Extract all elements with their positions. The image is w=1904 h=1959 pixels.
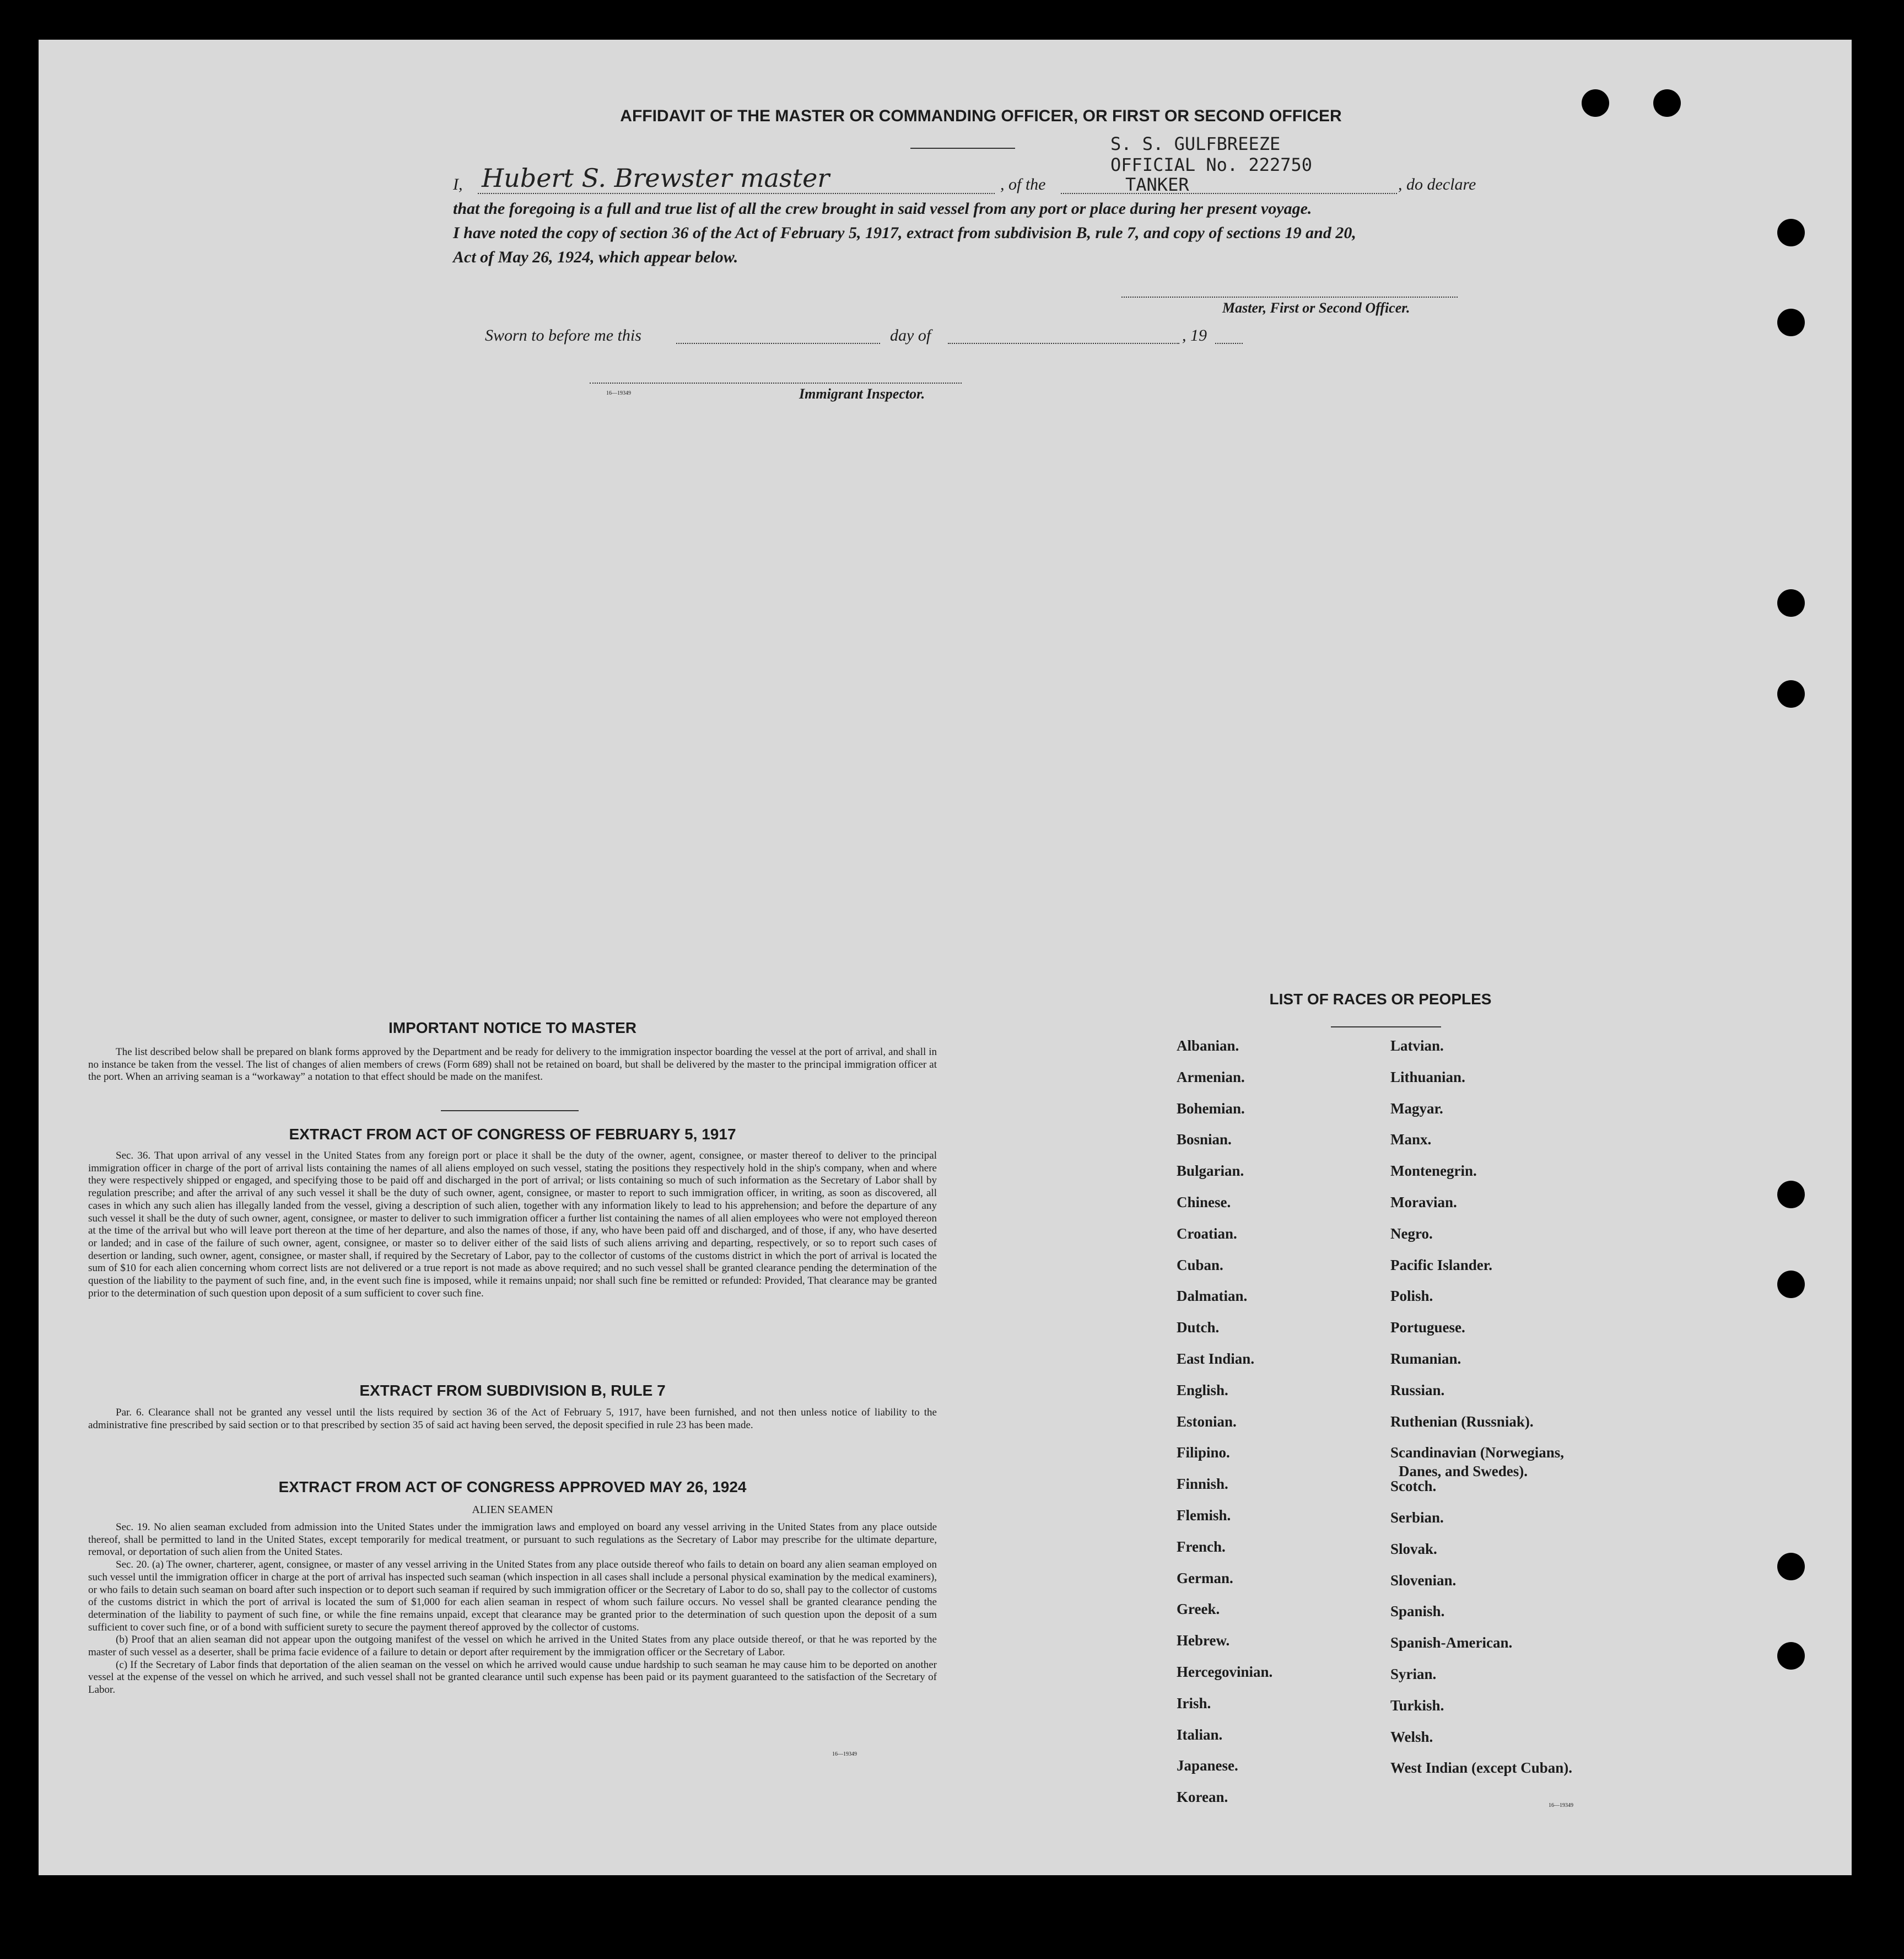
race-item: Portuguese. — [1390, 1319, 1465, 1336]
race-item: Scandinavian (Norwegians, — [1390, 1444, 1565, 1461]
punch-hole — [1653, 89, 1681, 117]
race-item: German. — [1177, 1569, 1233, 1586]
master-signature: Hubert S. Brewster master — [482, 163, 830, 193]
affidavit-line: Act of May 26, 1924, which appear below. — [453, 248, 738, 266]
punch-hole — [1777, 680, 1805, 708]
race-item: Hercegovinian. — [1177, 1664, 1273, 1680]
race-item: Hebrew. — [1177, 1632, 1230, 1649]
race-item: Montenegrin. — [1390, 1163, 1477, 1180]
sworn-prefix: Sworn to before me this — [485, 326, 641, 345]
race-item: Cuban. — [1177, 1256, 1223, 1273]
race-item: Spanish. — [1390, 1603, 1445, 1620]
race-item: Bohemian. — [1177, 1100, 1245, 1117]
vessel-blank — [1061, 193, 1397, 194]
punch-hole — [1777, 219, 1805, 246]
race-item: Croatian. — [1177, 1225, 1237, 1242]
punch-hole — [1582, 89, 1609, 117]
sworn-year-label: , 19 — [1182, 326, 1207, 345]
vessel-stamp-official-no: OFFICIAL No. 222750 — [1110, 154, 1313, 175]
rule-7-text: Par. 6. Clearance shall not be granted any vessel until the lists required by section 36 of the Act of February 5, 1917, have been furnished, and not then unless notice of liability to the administrative fine prescribed by said section or to that prescribed by section 35 of said act having been served, the deposit specified in rule 23 has been made. — [88, 1407, 937, 1431]
race-item: Italian. — [1177, 1726, 1223, 1743]
race-item: Dutch. — [1177, 1319, 1220, 1336]
vessel-stamp-name: S. S. GULFBREEZE — [1110, 133, 1281, 154]
race-item: West Indian (except Cuban). — [1390, 1759, 1573, 1777]
notice-text: The list described below shall be prepared on blank forms approved by the Department and be ready for delivery to the immigration inspector boarding the vessel at the port of arrival, and shall in no instance be taken from the vessel. The list of changes of alien members of crews (Form 689) shall not be retained on board, but shall be delivered by the master to the principal immigration officer at the port. When an arriving seaman is a “workaway” a notation to that effect should be made on the manifest. — [88, 1046, 937, 1083]
act-1924-title: EXTRACT FROM ACT OF CONGRESS APPROVED MAY 26, 1924 — [278, 1478, 747, 1495]
race-item: Serbian. — [1390, 1509, 1444, 1526]
race-item: Turkish. — [1390, 1697, 1444, 1714]
sworn-day-blank — [676, 343, 880, 344]
sec-20b-text: (b) Proof that an alien seaman did not appear upon the outgoing manifest of the vessel on which he arrived in the United States from any place outside thereof, or that he was reported by the master of such vessel as a deserter, shall be prima facie evidence of a failure to detain or deport after requirement by the immigration officer or the Secretary of Labor. — [88, 1634, 937, 1659]
vessel-stamp-type: TANKER — [1125, 174, 1189, 195]
master-caption: Master, First or Second Officer. — [1222, 300, 1410, 316]
alien-seamen-subtitle: ALIEN SEAMEN — [472, 1504, 553, 1516]
race-item: English. — [1177, 1381, 1228, 1398]
sworn-day-label: day of — [890, 326, 931, 345]
race-item: Bosnian. — [1177, 1131, 1232, 1148]
race-item: Korean. — [1177, 1789, 1228, 1806]
race-item: Slovenian. — [1390, 1571, 1457, 1589]
of-the-label: , of the — [1000, 175, 1046, 193]
sec-20c-text: (c) If the Secretary of Labor finds that deportation of the alien seaman on the vessel on which he arrived would cause undue hardship to such seaman he may cause him to be deported on another vessel at the expense of the vessel on which he arrived, and such vessel shall not be granted clearance until such expense has been paid or its payment guaranteed to the satisfaction of the Secretary of Labor. — [88, 1659, 937, 1696]
declare-label: , do declare — [1398, 175, 1476, 193]
sworn-month-blank — [948, 343, 1179, 344]
affidavit-line: that the foregoing is a full and true list of all the crew brought in said vessel from any port or place during her present voyage. — [453, 200, 1312, 218]
form-number: 16—19349 — [1549, 1802, 1573, 1809]
races-title: LIST OF RACES OR PEOPLES — [1269, 991, 1492, 1008]
inspector-signature-line — [590, 383, 962, 384]
punch-hole — [1777, 589, 1805, 617]
inspector-caption: Immigrant Inspector. — [799, 386, 925, 402]
race-item: Russian. — [1390, 1381, 1445, 1398]
race-item: Rumanian. — [1390, 1350, 1461, 1367]
race-item: Estonian. — [1177, 1413, 1237, 1430]
form-number: 16—19349 — [832, 1751, 857, 1757]
race-item: Armenian. — [1177, 1068, 1245, 1085]
races-underline — [1331, 1026, 1441, 1027]
race-item: Moravian. — [1390, 1194, 1457, 1210]
race-item: Polish. — [1390, 1288, 1433, 1305]
sworn-line — [485, 326, 1312, 348]
punch-hole — [1777, 1553, 1805, 1580]
race-item: Finnish. — [1177, 1476, 1228, 1493]
race-item: Albanian. — [1177, 1037, 1239, 1054]
rule-7-title: EXTRACT FROM SUBDIVISION B, RULE 7 — [359, 1382, 666, 1399]
affidavit-body — [453, 197, 1356, 270]
race-item: Dalmatian. — [1177, 1288, 1248, 1305]
race-item: French. — [1177, 1538, 1226, 1555]
race-item: Japanese. — [1177, 1757, 1238, 1774]
punch-hole — [1777, 1181, 1805, 1208]
notice-title: IMPORTANT NOTICE TO MASTER — [388, 1019, 637, 1036]
race-item: Chinese. — [1177, 1194, 1231, 1210]
race-item: East Indian. — [1177, 1350, 1255, 1367]
master-signature-line — [1121, 297, 1458, 298]
race-item: Scotch. — [1390, 1478, 1437, 1495]
race-item: Flemish. — [1177, 1507, 1231, 1524]
race-item: Danes, and Swedes). — [1399, 1463, 1528, 1480]
name-blank — [478, 193, 995, 194]
race-item: Latvian. — [1390, 1037, 1444, 1054]
line-prefix: I, — [453, 175, 463, 193]
race-item: Ruthenian (Russniak). — [1390, 1413, 1534, 1430]
race-item: Bulgarian. — [1177, 1163, 1244, 1180]
race-item: Lithuanian. — [1390, 1068, 1465, 1085]
race-item: Manx. — [1390, 1131, 1432, 1148]
race-item: Spanish-American. — [1390, 1634, 1513, 1651]
race-item: Syrian. — [1390, 1666, 1437, 1682]
race-item: Pacific Islander. — [1390, 1256, 1492, 1273]
race-item: Negro. — [1390, 1225, 1433, 1242]
race-item: Filipino. — [1177, 1444, 1230, 1461]
punch-hole — [1777, 1642, 1805, 1670]
race-item: Greek. — [1177, 1601, 1220, 1618]
affidavit-line: I have noted the copy of section 36 of the Act of February 5, 1917, extract from subdivision B, rule 7, and copy of sections 19 and 20, — [453, 224, 1356, 242]
race-item: Slovak. — [1390, 1540, 1437, 1557]
punch-hole — [1777, 1271, 1805, 1298]
title-underline — [910, 148, 1015, 149]
affidavit-title: AFFIDAVIT OF THE MASTER OR COMMANDING OFFICER, OR FIRST OR SECOND OFFICER — [620, 107, 1342, 125]
punch-hole — [1777, 309, 1805, 336]
document-page — [39, 40, 1852, 1875]
form-number: 16—19349 — [606, 390, 631, 396]
act-1917-text: Sec. 36. That upon arrival of any vessel in the United States from any foreign port or place it shall be the duty of the owner, agent, consignee, or master thereof to deliver to the principal immigration officer in charge of the port of arrival lists containing the names of all aliens employed on such vessel, stating the positions they respectively hold in the ship's company, when and where they were respectively shipped or engaged, and specifying those to be paid off and discharged in the port of arrival; or lists containing so much of such information as the Secretary of Labor shall by regulation prescribe; and after the arrival of any such vessel it shall be the duty of such owner, agent, consignee, or master to report to such immigration officer, in writing, as soon as discovered, all cases in which any such alien has illegally landed from the vessel, giving a description of such alien, together with any information likely to lead to his apprehension; and before the departure of any such vessel it shall be the duty of such owner, agent, consignee, or master to deliver to such immigration officer a further list containing the names of all alien employees who were not employed thereon at the time of the arrival but who will leave port thereon at the time of her departure, and also the names of those, if any, who have been paid off and discharged, and of those, if any, who have deserted or landed; and in case of the failure of such owner, agent, consignee, or master so to deliver either of the said lists of such aliens arriving and departing, respectively, or so to report such cases of desertion or landing, such owner, agent, consignee, or master shall, if required by the Secretary of Labor, pay to the collector of customs of the customs district in which the port of arrival is located the sum of $10 for each alien concerning whom correct lists are not delivered or a true report is not made as above required; and no such vessel shall be granted clearance pending the determination of the question of the liability to the payment of such fine, and, in the event such fine is imposed, while it remains unpaid; nor shall such fine be remitted or refunded: Provided, That clearance may be granted prior to the determination of such question upon deposit of a sum sufficient to cover such fine. — [88, 1150, 937, 1299]
sec-20a-text: Sec. 20. (a) The owner, charterer, agent, consignee, or master of any vessel arriving in the United States from any place outside thereof who fails to detain on board any alien seaman employed on such vessel until the immigration officer in charge at the port of arrival has inspected such seaman (which inspection in all cases shall include a personal physical examination by the medical examiners), or who fails to detain such seaman on board after such inspection or to deport such seaman if required by such immigration officer or the Secretary of Labor to do so, shall pay to the collector of customs of the customs district in which the port of arrival is located the sum of $1,000 for each alien seaman in respect of whom such failure occurs. No vessel shall be granted clearance pending the determination of the liability to payment of such fine, or while the fine remains unpaid, except that clearance may be granted prior to the determination of such question upon the deposit of a sum sufficient to cover such fine, or of a bond with sufficient surety to secure the payment thereof approved by the collector of customs. — [88, 1559, 937, 1633]
race-item: Irish. — [1177, 1694, 1211, 1712]
act-1924-body — [88, 1521, 937, 1697]
act-1917-title: EXTRACT FROM ACT OF CONGRESS OF FEBRUARY 5, 1917 — [289, 1126, 736, 1143]
race-item: Magyar. — [1390, 1100, 1443, 1117]
section-divider — [441, 1110, 579, 1111]
sec-19-text: Sec. 19. No alien seaman excluded from admission into the United States under the immigration laws and employed on board any vessel arriving in the United States from any place outside thereof, shall be permitted to land in the United States, except temporarily for medical treatment, or pursuant to such regulations as the Secretary of Labor may prescribe for the ultimate departure, removal, or deportation of such alien from the United States. — [88, 1521, 937, 1558]
sworn-year-blank — [1215, 343, 1243, 344]
race-item: Welsh. — [1390, 1728, 1433, 1745]
